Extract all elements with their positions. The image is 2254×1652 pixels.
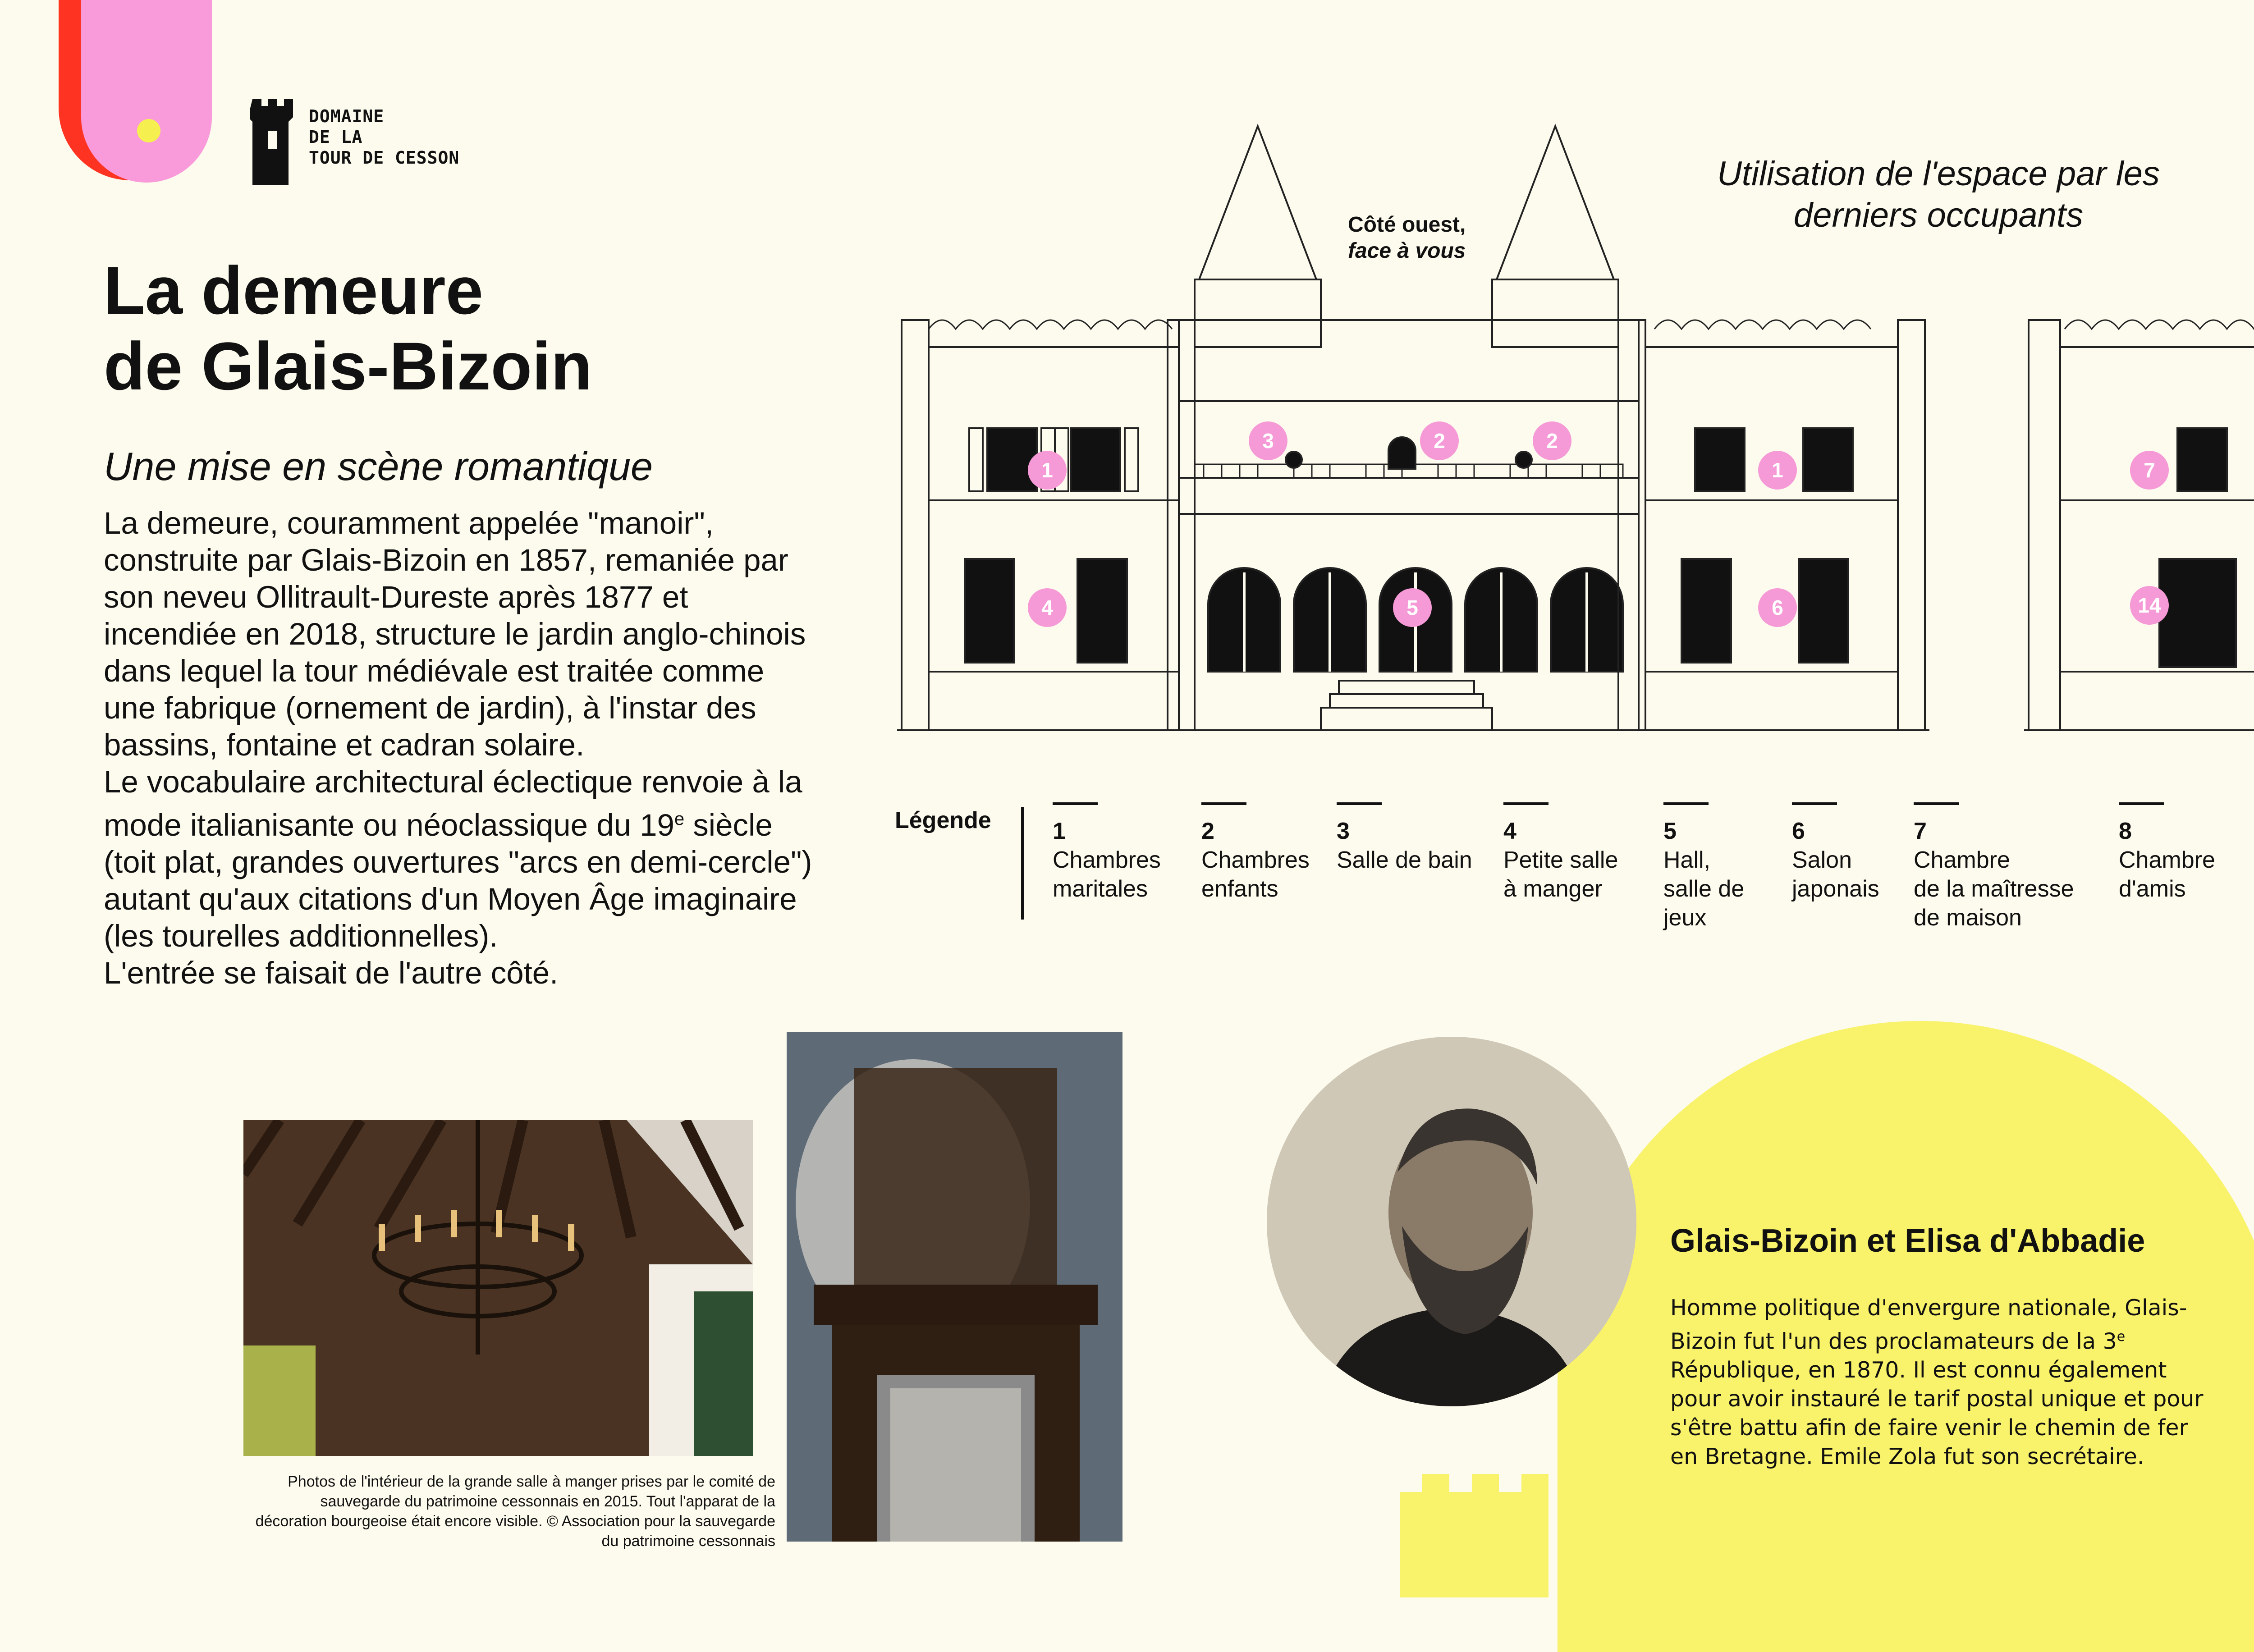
legend-label: Salle de bain bbox=[1337, 847, 1472, 873]
legend-bar bbox=[1201, 802, 1246, 805]
legend-label: Chambre de la maîtresse de maison bbox=[1914, 847, 2074, 931]
legend-number: 7 bbox=[1914, 818, 1927, 844]
page-title: La demeure de Glais-Bizoin bbox=[104, 252, 592, 404]
legend-label: Salon japonais bbox=[1792, 847, 1879, 902]
east-facade-drawing bbox=[2024, 122, 2254, 753]
marker-west: 2 bbox=[1420, 421, 1459, 460]
marker-west: 2 bbox=[1533, 421, 1571, 460]
crenellation-decoration bbox=[1400, 1474, 1553, 1597]
legend-item bbox=[1053, 802, 1161, 903]
legend-item bbox=[1663, 802, 1744, 932]
legend-item bbox=[1337, 802, 1472, 874]
logo bbox=[250, 95, 485, 194]
legend-bar bbox=[1663, 802, 1709, 805]
corner-decoration bbox=[54, 0, 216, 198]
marker-west: 1 bbox=[1758, 451, 1797, 490]
page-subtitle: Une mise en scène romantique bbox=[104, 444, 653, 489]
legend-item bbox=[1914, 802, 2074, 932]
fireplace-photo bbox=[787, 1032, 1122, 1542]
marker-east: 14 bbox=[2130, 586, 2169, 625]
marker-west: 6 bbox=[1758, 588, 1797, 627]
legend-number: 4 bbox=[1503, 818, 1516, 844]
marker-west: 5 bbox=[1393, 588, 1432, 627]
logo-text: DOMAINE DE LA TOUR DE CESSON bbox=[309, 106, 460, 168]
marker-east: 7 bbox=[2130, 451, 2169, 490]
legend-title: Légende bbox=[895, 807, 991, 833]
legend-label: Chambres maritales bbox=[1053, 847, 1161, 902]
legend-bar bbox=[1053, 802, 1098, 805]
bio-text-glais-bizoin: Homme politique d'envergure nationale, Glais-Bizoin fut l'un des proclamateurs de la 3e République, en 1870. Il est connu également pour avoir instauré le tarif postal unique et pour s'être battu afin de faire venir le chemin de fer en Bretagne. Emile Zola fut son secrétaire. bbox=[1670, 1295, 2204, 1470]
legend-bar bbox=[2119, 802, 2164, 805]
intro-paragraph-3: L'entrée se faisait de l'autre côté. bbox=[104, 956, 559, 990]
legend-bar bbox=[1337, 802, 1382, 805]
legend-number: 5 bbox=[1663, 818, 1677, 844]
legend-item bbox=[1201, 802, 1310, 903]
legend-number: 1 bbox=[1053, 818, 1066, 844]
legend-divider bbox=[1021, 807, 1024, 920]
west-side-label: Côté ouest, face à vous bbox=[1348, 213, 1466, 263]
legend-bar bbox=[1792, 802, 1837, 805]
marker-west: 1 bbox=[1028, 451, 1067, 490]
legend-item bbox=[2119, 802, 2215, 903]
legend-label: Chambre d'amis bbox=[2119, 847, 2215, 902]
legend-bar bbox=[1503, 802, 1548, 805]
chandelier-photo bbox=[243, 1120, 753, 1456]
legend-number: 3 bbox=[1337, 818, 1350, 844]
legend-bar bbox=[1914, 802, 1959, 805]
bio-title: Glais-Bizoin et Elisa d'Abbadie bbox=[1670, 1223, 2145, 1259]
intro-paragraph-1: La demeure, couramment appelée "manoir", construite par Glais-Bizoin en 1857, remaniée par son neveu Ollitrault-Dureste après 1877 et incendiée en 2018, structure le jardin anglo-chinois dans lequel la tour médiévale est traitée comme une fabrique (ornement de jardin), à l'instar des bassins, fontaine et cadran solaire. bbox=[104, 506, 806, 762]
tower-logo-icon bbox=[250, 95, 295, 189]
marker-west: 3 bbox=[1249, 421, 1287, 460]
diagram-title: Utilisation de l'espace par les derniers occupants bbox=[1717, 155, 2160, 234]
west-facade-drawing bbox=[897, 122, 1929, 753]
intro-paragraph-2: Le vocabulaire architectural éclectique renvoie à la mode italianisante ou néoclassique du 19e siècle (toit plat, grandes ouvertures "arcs en demi-cercle") autant qu'aux citations d'un Moyen Âge imaginaire (les tourelles additionnelles). bbox=[104, 764, 812, 953]
photo-caption: Photos de l'intérieur de la grande salle à manger prises par le comité de sauvegarde du patrimoine cessonnais en 2015. Tout l'apparat de la décoration bourgeoise était encore visible. © Association pour la sauvegarde du patrimoine cessonnais bbox=[255, 1473, 775, 1550]
marker-west: 4 bbox=[1028, 588, 1067, 627]
legend-item bbox=[1792, 802, 1879, 903]
legend-number: 6 bbox=[1792, 818, 1805, 844]
legend-number: 2 bbox=[1201, 818, 1214, 844]
legend-number: 8 bbox=[2119, 818, 2132, 844]
legend-label: Petite salle à manger bbox=[1503, 847, 1618, 902]
legend-item bbox=[1503, 802, 1618, 903]
intro-text bbox=[104, 505, 816, 992]
legend-label: Hall, salle de jeux bbox=[1663, 847, 1745, 931]
legend-label: Chambres enfants bbox=[1201, 847, 1310, 902]
portrait-photo bbox=[1267, 1037, 1636, 1406]
